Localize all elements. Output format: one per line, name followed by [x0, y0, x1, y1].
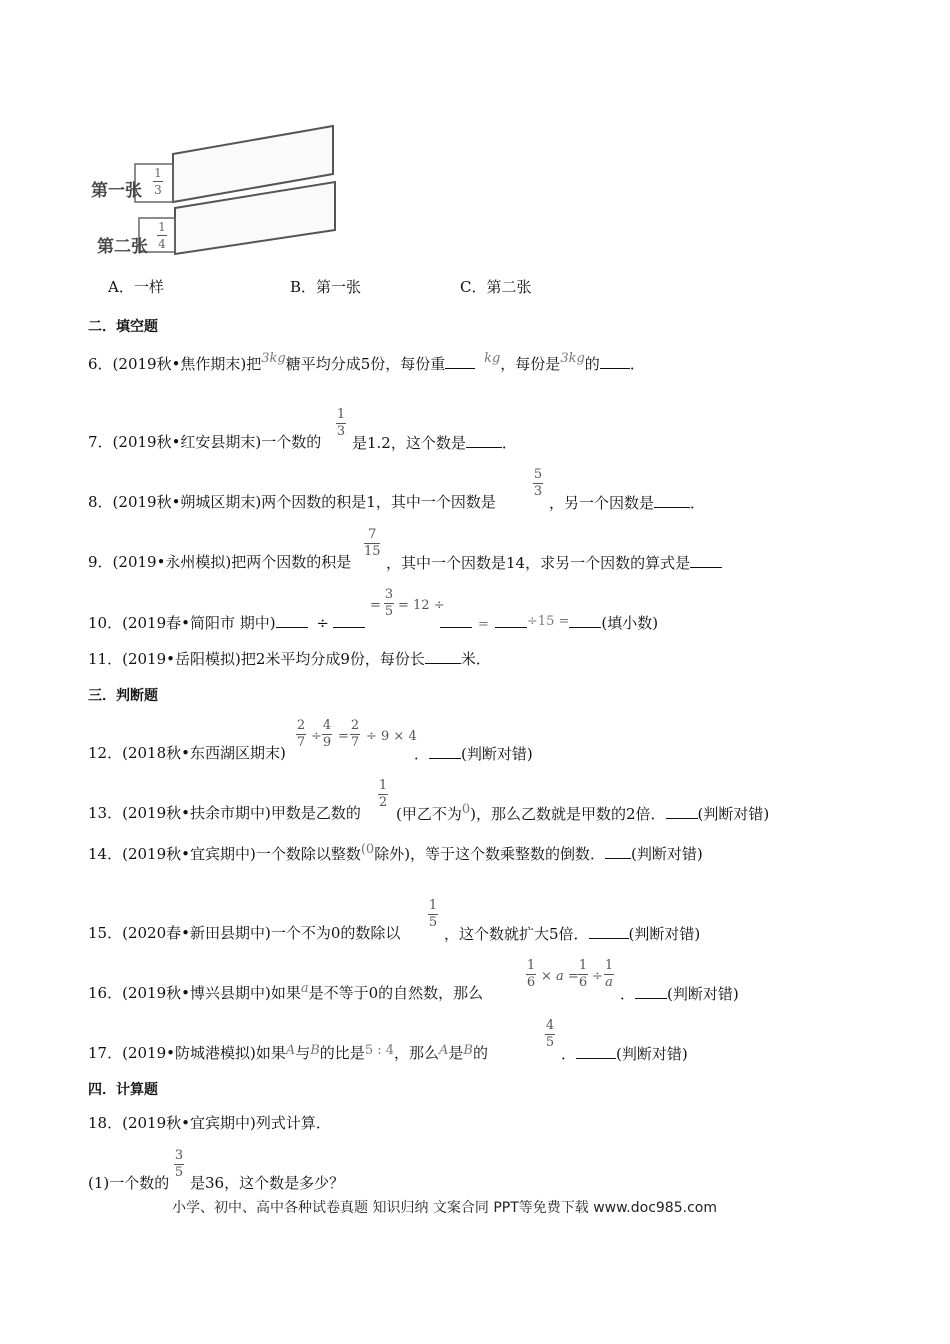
section-fill-heading: 二．填空题 [88, 319, 158, 335]
q10-blank-3[interactable] [440, 613, 472, 628]
q10-blank-2[interactable] [333, 613, 365, 628]
question-8-fraction: 5 3 [533, 467, 543, 499]
question-10-fraction: 3 5 [384, 587, 394, 619]
q16-op2: ÷ [592, 969, 603, 984]
strip-figure [85, 120, 355, 260]
q12-op2: = [338, 729, 349, 744]
q6-blank-1[interactable] [445, 354, 475, 369]
option-b: B．第一张 [290, 278, 362, 296]
question-8-suffix: ，另一个因数是 ． [549, 494, 706, 512]
q6-blank-2[interactable] [600, 354, 630, 369]
question-8-prefix: 8．(2019秋•朔城区期末)两个因数的积是1，其中一个因数是 [88, 493, 496, 511]
section-judge-heading: 三．判断题 [88, 688, 158, 704]
question-11: 11．(2019•岳阳模拟)把2米平均分成9份，每份长 米． [88, 650, 491, 668]
question-13-fraction: 1 2 [378, 778, 388, 810]
q16-frac-1: 1 6 [526, 958, 536, 990]
strip-two-label: 第二张 [97, 237, 148, 257]
question-10-right: = ÷15 = (填小数) [440, 613, 658, 634]
q12-rest: ÷ 9 × 4 [366, 729, 417, 744]
question-15-fraction: 1 5 [428, 898, 438, 930]
question-9-prefix: 9．(2019•永州模拟)把两个因数的积是 [88, 553, 352, 571]
question-18-sub1-suffix: 是36，这个数是多少？ [190, 1174, 345, 1192]
q12-blank[interactable] [429, 744, 461, 759]
question-16-suffix: ． (判断对错) [620, 985, 739, 1003]
q14-blank[interactable] [605, 844, 631, 859]
q16-op1: × a = [541, 969, 579, 984]
q15-blank[interactable] [589, 924, 629, 939]
q13-blank[interactable] [666, 804, 698, 819]
q8-blank[interactable] [654, 493, 690, 508]
question-18-title: 18．(2019秋•宜宾期中)列式计算． [88, 1114, 331, 1132]
question-13-prefix: 13．(2019秋•扶余市期中)甲数是乙数的 [88, 804, 361, 822]
question-6: 6．(2019秋•焦作期末)把3kg糖平均分成5份，每份重 kg，每份是3kg的 ． [88, 351, 645, 373]
strip-one-fraction: 1 3 [154, 166, 162, 197]
q11-blank[interactable] [425, 649, 461, 664]
question-17-fraction: 4 5 [545, 1018, 555, 1050]
strip-two-fraction: 1 4 [158, 220, 166, 251]
question-17-suffix: ． (判断对错) [561, 1045, 688, 1063]
q16-frac-2: 1 6 [578, 958, 588, 990]
q10-blank-1[interactable] [276, 613, 308, 628]
question-7-prefix: 7．(2019秋•红安县期末)一个数的 [88, 433, 322, 451]
q16-blank[interactable] [635, 984, 667, 999]
q12-frac-3: 2 7 [350, 718, 360, 750]
option-a: A．一样 [108, 278, 164, 296]
question-15-prefix: 15．(2020春•新田县期中)一个不为0的数除以 [88, 924, 401, 942]
q16-frac-3: 1 a [604, 958, 614, 990]
q10-blank-4[interactable] [495, 613, 527, 628]
question-15-suffix: ，这个数就扩大5倍． (判断对错) [444, 925, 701, 943]
question-18-sub1-fraction: 3 5 [174, 1148, 184, 1180]
question-12-prefix: 12．(2018秋•东西湖区期末) [88, 744, 286, 762]
section-calc-heading: 四．计算题 [88, 1082, 158, 1098]
q9-blank[interactable] [690, 553, 722, 568]
question-9-suffix: ，其中一个因数是14，求另一个因数的算式是 [386, 553, 722, 572]
question-17-prefix: 17．(2019•防城港模拟)如果A与B的比是5 : 4，那么A是B的 [88, 1043, 488, 1062]
page-footer: 小学、初中、高中各种试卷真题 知识归纳 文案合同 PPT等免费下载 www.doc985.com [172, 1200, 717, 1216]
q10-eq2: = 12 ÷ [398, 598, 445, 613]
q10-blank-5[interactable] [569, 613, 601, 628]
q7-blank[interactable] [466, 433, 502, 448]
q12-op1: ÷ [311, 729, 322, 744]
option-c: C．第二张 [460, 278, 532, 296]
question-16-prefix: 16．(2019秋•博兴县期中)如果a是不等于0的自然数，那么 [88, 981, 484, 1002]
q12-frac-2: 4 9 [322, 718, 332, 750]
question-12-suffix: ． (判断对错) [414, 745, 533, 763]
question-7-fraction: 1 3 [336, 407, 346, 439]
q17-blank[interactable] [576, 1044, 616, 1059]
strip-one-label: 第一张 [91, 181, 142, 201]
q10-eq1: = [370, 598, 381, 613]
question-9-fraction: 7 15 [364, 527, 381, 559]
question-7-suffix: 是1.2，这个数是 ． [352, 434, 517, 452]
question-13-suffix: (甲乙不为0)，那么乙数就是甲数的2倍． (判断对错) [396, 802, 770, 823]
question-14: 14．(2019秋•宜宾期中)一个数除以整数(0除外)，等于这个数乘整数的倒数． (判断对错) [88, 842, 703, 863]
question-10-left: 10．(2019春•简阳市 期中) ÷ [88, 613, 365, 632]
question-18-sub1-prefix: (1)一个数的 [88, 1174, 170, 1192]
q12-frac-1: 2 7 [296, 718, 306, 750]
